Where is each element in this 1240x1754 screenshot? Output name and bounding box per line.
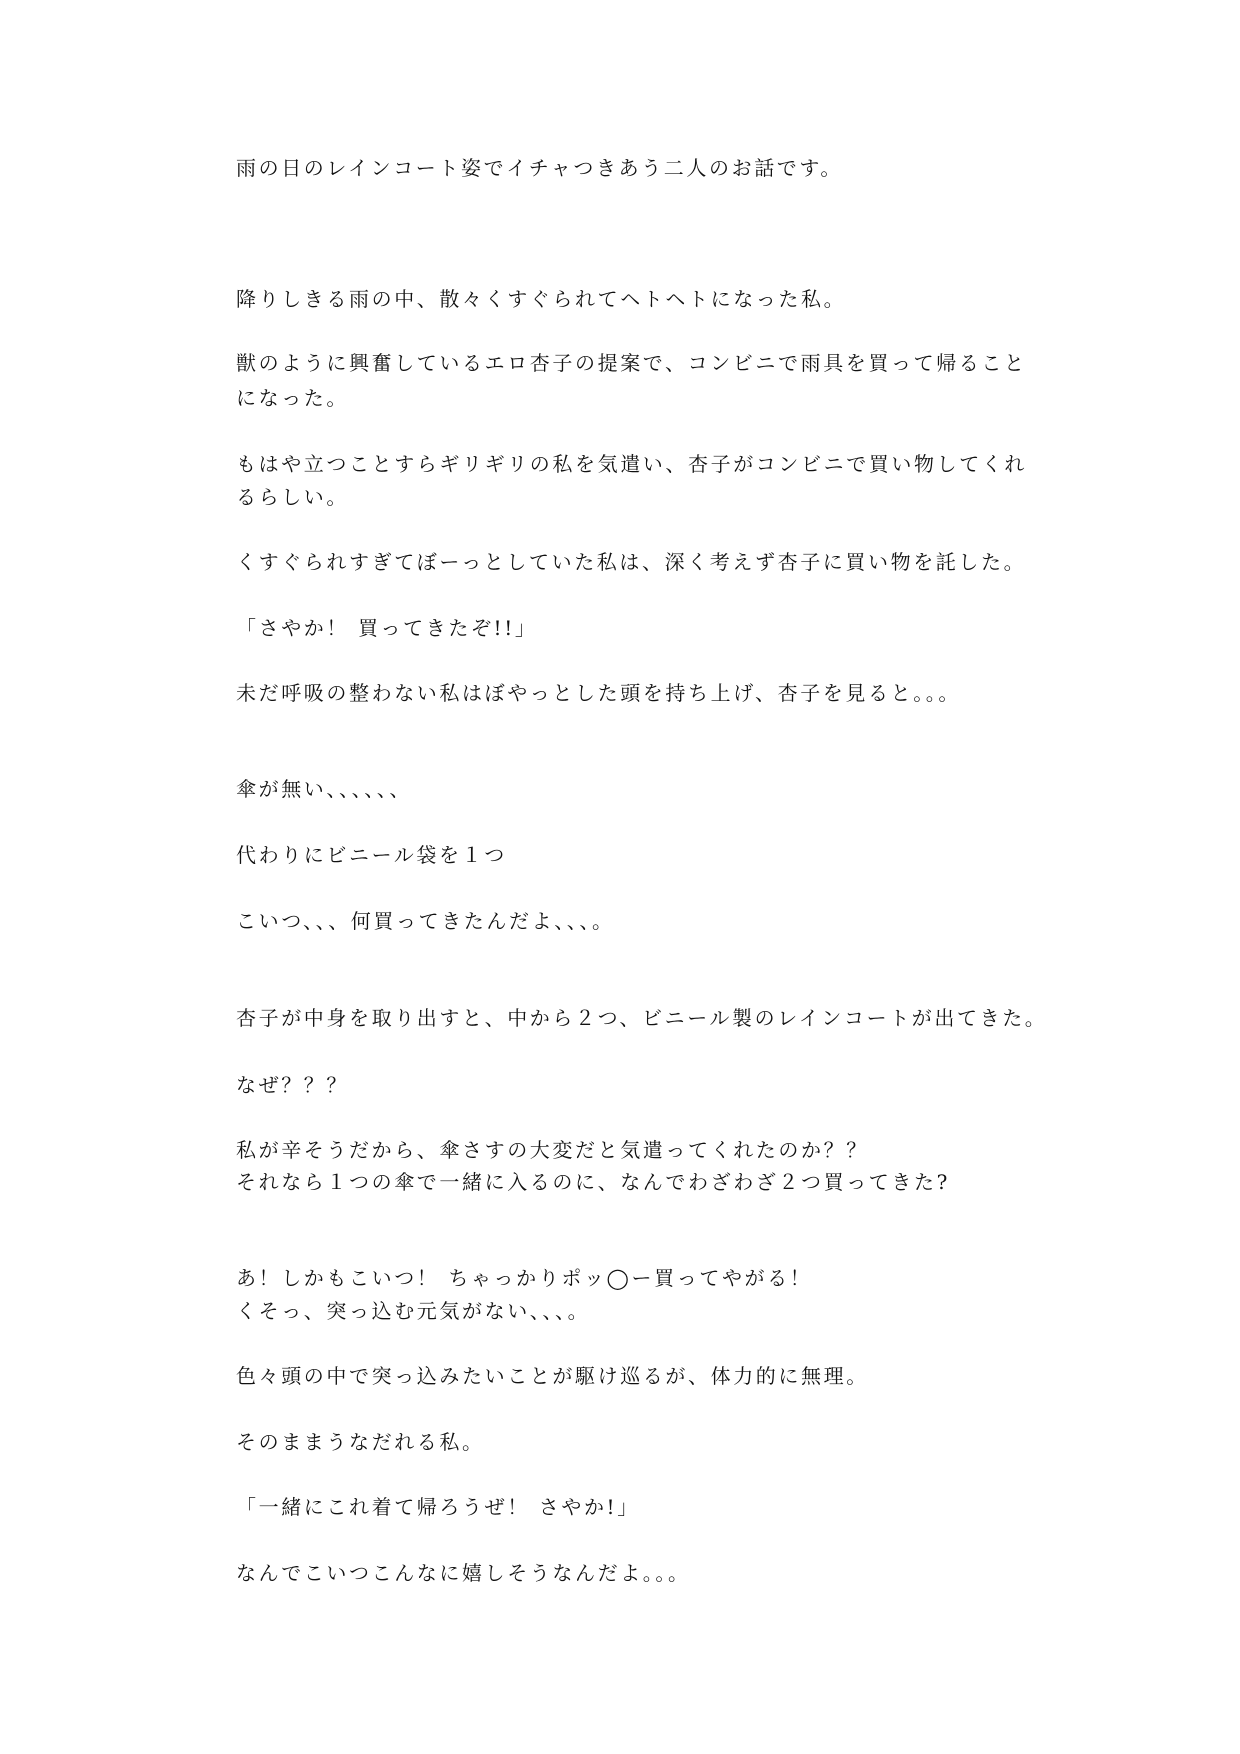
text-line: 降りしきる雨の中、散々くすぐられてヘトヘトになった私。 bbox=[236, 287, 847, 311]
dialogue-line: 「さやか！ 買ってきたぞ!!」 bbox=[236, 616, 538, 640]
text-line: くすぐられすぎてぼーっとしていた私は、深く考えず杏子に買い物を託した。 bbox=[236, 550, 1027, 574]
text-line: くそっ、突っ込む元気がない、、、。 bbox=[236, 1299, 591, 1323]
text-line: もはや立つことすらギリギリの私を気遣い、杏子がコンビニで買い物してくれ bbox=[236, 452, 1027, 476]
text-line: 代わりにビニール袋を１つ bbox=[236, 843, 507, 867]
text-line: 色々頭の中で突っ込みたいことが駆け巡るが、体力的に無理。 bbox=[236, 1364, 869, 1388]
text-line: あ！しかもこいつ！ ちゃっかりポッ◯ー買ってやがる！ bbox=[236, 1266, 813, 1290]
text-line: それなら１つの傘で一緒に入るのに、なんでわざわざ２つ買ってきた? bbox=[236, 1170, 950, 1194]
text-line: なんでこいつこんなに嬉しそうなんだよ。。。 bbox=[236, 1561, 691, 1585]
text-line: 杏子が中身を取り出すと、中から２つ、ビニール製のレインコートが出てきた。 bbox=[236, 1006, 1048, 1030]
text-line: なぜ？？？ bbox=[236, 1073, 349, 1097]
text-line: になった。 bbox=[236, 386, 349, 410]
text-line: 未だ呼吸の整わない私はぼやっとした頭を持ち上げ、杏子を見ると。。。 bbox=[236, 681, 961, 705]
text-line: 傘が無い、、、、、、 bbox=[236, 777, 412, 801]
text-line: こいつ、、、何買ってきたんだよ、、、。 bbox=[236, 909, 615, 933]
text-line: 獣のように興奮しているエロ杏子の提案で、コンビニで雨具を買って帰ること bbox=[236, 351, 1027, 375]
text-line: そのままうなだれる私。 bbox=[236, 1430, 485, 1454]
text-line: 私が辛そうだから、傘さすの大変だと気遣ってくれたのか？？ bbox=[236, 1138, 869, 1162]
intro-line: 雨の日のレインコート姿でイチャつきあう二人のお話です。 bbox=[236, 156, 843, 180]
dialogue-line: 「一緒にこれ着て帰ろうぜ！ さやか!」 bbox=[236, 1495, 640, 1519]
text-line: るらしい。 bbox=[236, 485, 349, 509]
